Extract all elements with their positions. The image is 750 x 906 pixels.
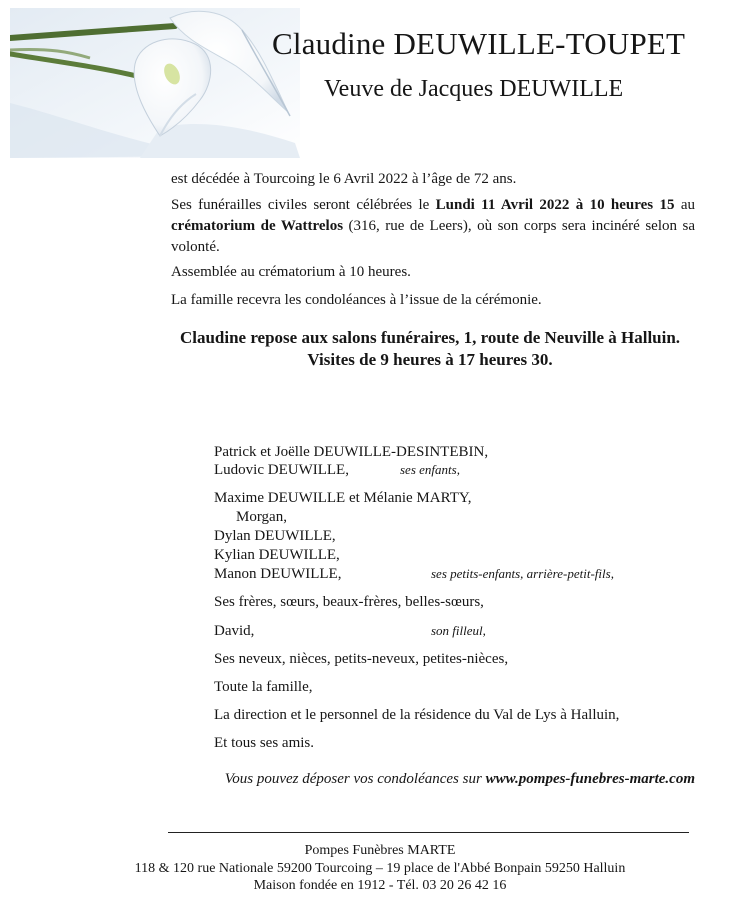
visiting-hours: Visites de 9 heures à 17 heures 30. xyxy=(307,350,553,369)
funeral-text-part2: au xyxy=(674,197,695,213)
condolences-info: La famille recevra les condoléances à l’issue de la cérémonie. xyxy=(171,292,542,308)
children-label: ses enfants, xyxy=(400,462,460,477)
online-condolences-text: Vous pouvez déposer vos condoléances sur xyxy=(224,771,486,787)
funeral-text-part1: Ses funérailles civiles seront célébrées le xyxy=(171,197,436,213)
death-announcement: est décédée à Tourcoing le 6 Avril 2022 à l’âge de 72 ans. xyxy=(171,171,517,187)
grandchildren-label: ses petits-enfants, arrière-petit-fils, xyxy=(431,566,614,581)
family-member: Dylan DEUWILLE, xyxy=(214,528,336,544)
family-member: Maxime DEUWILLE et Mélanie MARTY, xyxy=(214,490,472,506)
family-member: Morgan, xyxy=(236,509,287,525)
funeral-place: crématorium de Wattrelos xyxy=(171,218,344,234)
nephews-line: Ses neveux, nièces, petits-neveux, petites-nièces, xyxy=(214,651,509,667)
funeral-home-name: Pompes Funèbres MARTE xyxy=(304,843,456,858)
deceased-name: Claudine DEUWILLE-TOUPET xyxy=(272,26,686,61)
godson-label: son filleul, xyxy=(431,623,486,638)
widow-of-line: Veuve de Jacques DEUWILLE xyxy=(324,76,624,102)
family-member: Patrick et Joëlle DEUWILLE-DESINTEBIN, xyxy=(214,444,489,460)
resting-place: Claudine repose aux salons funéraires, 1, route de Neuville à Halluin. xyxy=(179,328,681,347)
condolences-website-link[interactable]: www.pompes-funebres-marte.com xyxy=(485,771,695,787)
assembly-info: Assemblée au crématorium à 10 heures. xyxy=(171,264,411,280)
funeral-text-part3: (316, rue de Leers), où son corps sera incinéré selon sa volonté. xyxy=(171,218,695,255)
residence-line: La direction et le personnel de la résidence du Val de Lys à Halluin, xyxy=(214,707,620,723)
funeral-home-founded-phone: Maison fondée en 1912 - Tél. 03 20 26 42 16 xyxy=(253,878,507,893)
friends-line: Et tous ses amis. xyxy=(214,735,314,751)
family-member: Manon DEUWILLE, xyxy=(214,566,342,582)
footer-divider xyxy=(168,832,689,833)
godson-line: David, xyxy=(214,623,255,639)
family-member: Ludovic DEUWILLE, xyxy=(214,462,349,478)
family-member: Kylian DEUWILLE, xyxy=(214,547,340,563)
siblings-line: Ses frères, sœurs, beaux-frères, belles-sœurs, xyxy=(214,594,484,610)
funeral-date: Lundi 11 Avril 2022 à 10 heures 15 xyxy=(435,197,675,213)
funeral-details xyxy=(171,195,695,258)
funeral-home-addresses: 118 & 120 rue Nationale 59200 Tourcoing – 19 place de l'Abbé Bonpain 59250 Halluin xyxy=(134,861,626,876)
online-condolences xyxy=(225,769,695,789)
whole-family-line: Toute la famille, xyxy=(214,679,313,695)
calla-lily-illustration xyxy=(10,8,300,158)
